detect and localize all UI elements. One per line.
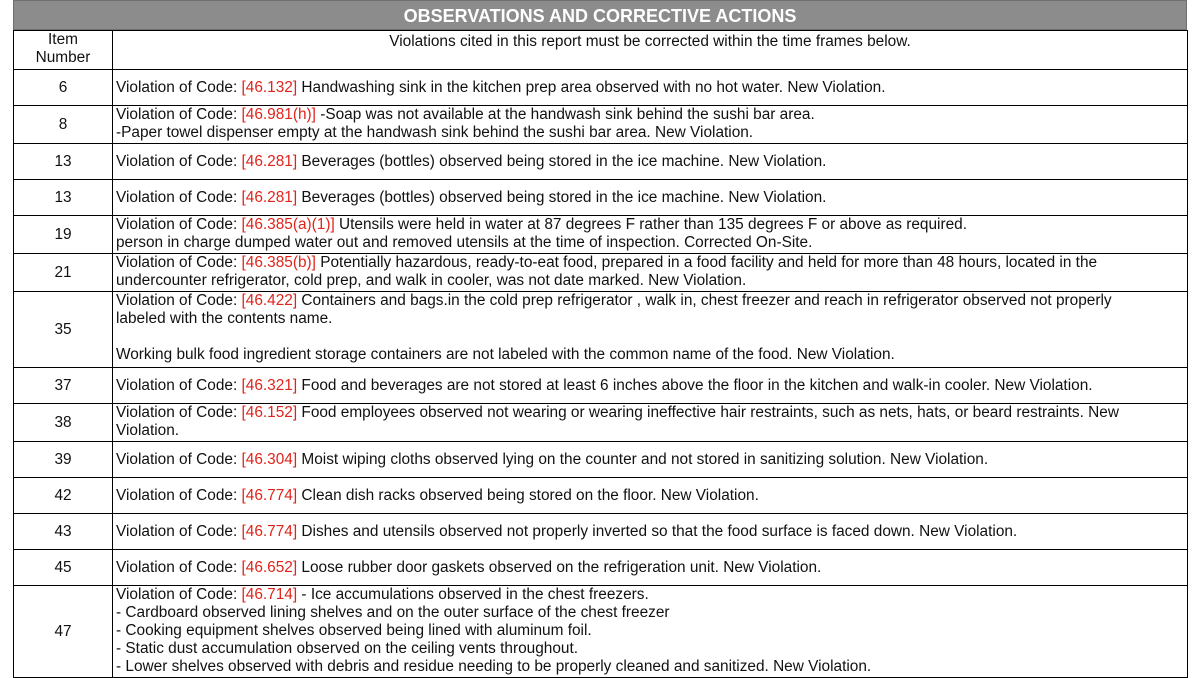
violation-first-line (116, 254, 1184, 272)
violation-text: - Ice accumulations observed in the chest freezers. (297, 586, 649, 603)
item-number: 21 (14, 254, 113, 292)
violation-description (113, 216, 1188, 254)
violation-first-line (116, 153, 1184, 171)
violation-description (113, 70, 1188, 106)
violation-extra-line: person in charge dumped water out and removed utensils at the time of inspection. Corrected On-Site. (116, 234, 813, 251)
violation-first-line (116, 189, 1184, 207)
violation-text: Beverages (bottles) observed being stored in the ice machine. New Violation. (297, 152, 827, 170)
violation-first-line (116, 377, 1184, 395)
code-reference: [46.304] (241, 450, 298, 468)
violation-row (14, 216, 1188, 254)
violation-prefix: Violation of Code: (116, 450, 242, 468)
violation-row (14, 106, 1188, 144)
violation-prefix: Violation of Code: (116, 188, 242, 206)
violation-text: Clean dish racks observed being stored on the floor. New Violation. (297, 486, 759, 504)
violation-first-line (116, 586, 1184, 604)
violation-row (14, 442, 1188, 478)
violations-table (13, 30, 1188, 678)
code-reference: [46.981(h)] (241, 106, 316, 123)
violation-first-line (116, 79, 1184, 97)
violation-text: Dishes and utensils observed not properly inverted so that the food surface is faced down. New Violation. (297, 522, 1018, 540)
violation-row (14, 404, 1188, 442)
item-number: 38 (14, 404, 113, 442)
code-reference: [46.652] (241, 558, 298, 576)
item-number: 43 (14, 514, 113, 550)
violation-text: Loose rubber door gaskets observed on the refrigeration unit. New Violation. (297, 558, 822, 576)
violation-extra-line: Violation. (116, 422, 180, 439)
violation-description (113, 106, 1188, 144)
code-reference: [46.152] (241, 404, 298, 421)
violation-text: Moist wiping cloths observed lying on the counter and not stored in sanitizing solution. New Violation. (297, 450, 989, 468)
violation-description (113, 478, 1188, 514)
violation-text: Utensils were held in water at 87 degrees F rather than 135 degrees F or above as required. (334, 216, 967, 233)
item-number-header (14, 31, 113, 70)
item-number: 42 (14, 478, 113, 514)
violation-extra-line: - Static dust accumulation observed on the ceiling vents throughout. (116, 640, 578, 657)
violation-description (113, 144, 1188, 180)
item-number: 47 (14, 586, 113, 678)
violation-prefix: Violation of Code: (116, 404, 242, 421)
code-reference: [46.281] (241, 152, 298, 170)
code-reference: [46.385(a)(1)] (241, 216, 335, 233)
item-number: 45 (14, 550, 113, 586)
violation-prefix: Violation of Code: (116, 586, 242, 603)
code-reference: [46.132] (241, 78, 298, 96)
violation-extra-line: - Cooking equipment shelves observed being lined with aluminum foil. (116, 622, 592, 639)
item-number: 13 (14, 144, 113, 180)
violation-first-line (116, 106, 1184, 124)
violation-text: Food employees observed not wearing or wearing ineffective hair restraints, such as nets, hats, or beard restraints. New (297, 404, 1119, 421)
violation-description (113, 586, 1188, 678)
violation-row (14, 586, 1188, 678)
violation-extra-line: - Cardboard observed lining shelves and on the outer surface of the chest freezer (116, 604, 670, 621)
violation-description (113, 292, 1188, 368)
code-reference: [46.714] (241, 586, 298, 603)
violation-description (113, 180, 1188, 216)
violation-description (113, 550, 1188, 586)
item-header-line-2: Number (35, 49, 91, 66)
violation-first-line (116, 487, 1184, 505)
code-reference: [46.774] (241, 486, 298, 504)
violation-first-line (116, 559, 1184, 577)
violation-description (113, 442, 1188, 478)
violation-row (14, 514, 1188, 550)
intro-text: Violations cited in this report must be corrected within the time frames below. (113, 31, 1188, 70)
violation-row (14, 180, 1188, 216)
violation-prefix: Violation of Code: (116, 486, 242, 504)
item-number: 37 (14, 368, 113, 404)
item-header-line-1: Item (48, 31, 78, 48)
violation-row (14, 254, 1188, 292)
violation-description (113, 254, 1188, 292)
section-banner: OBSERVATIONS AND CORRECTIVE ACTIONS (13, 0, 1187, 30)
item-number: 35 (14, 292, 113, 368)
item-number: 6 (14, 70, 113, 106)
violation-prefix: Violation of Code: (116, 292, 242, 309)
violation-first-line (116, 216, 1184, 234)
violation-row (14, 478, 1188, 514)
violation-row (14, 550, 1188, 586)
corrective-actions-report (13, 0, 1187, 678)
violation-prefix: Violation of Code: (116, 254, 242, 271)
violation-row (14, 144, 1188, 180)
table-header-row (14, 31, 1188, 70)
violation-extra-line: - Lower shelves observed with debris and residue needing to be properly cleaned and sanitized. New Violation. (116, 658, 872, 675)
violation-prefix: Violation of Code: (116, 152, 242, 170)
violation-extra-line: -Paper towel dispenser empty at the handwash sink behind the sushi bar area. New Violation. (116, 124, 754, 141)
violation-row (14, 292, 1188, 368)
code-reference: [46.774] (241, 522, 298, 540)
violation-first-line (116, 292, 1184, 310)
code-reference: [46.281] (241, 188, 298, 206)
violation-description (113, 404, 1188, 442)
violation-prefix: Violation of Code: (116, 78, 242, 96)
violation-row (14, 70, 1188, 106)
violation-text: Handwashing sink in the kitchen prep area observed with no hot water. New Violation. (297, 78, 886, 96)
blank-line (116, 328, 1184, 346)
violation-prefix: Violation of Code: (116, 216, 242, 233)
violation-extra-line: labeled with the contents name. (116, 310, 333, 327)
violation-text: Potentially hazardous, ready-to-eat food, prepared in a food facility and held for more than 48 hours, located in the (315, 254, 1098, 271)
violation-first-line (116, 523, 1184, 541)
item-number: 8 (14, 106, 113, 144)
violation-row (14, 368, 1188, 404)
violation-description (113, 514, 1188, 550)
code-reference: [46.422] (241, 292, 298, 309)
code-reference: [46.385(b)] (241, 254, 316, 271)
violation-prefix: Violation of Code: (116, 522, 242, 540)
violation-extra-line: undercounter refrigerator, cold prep, and walk in cooler, was not date marked. New Violation. (116, 272, 747, 289)
violation-first-line (116, 451, 1184, 469)
code-reference: [46.321] (241, 376, 298, 394)
item-number: 19 (14, 216, 113, 254)
violation-text: Containers and bags.in the cold prep refrigerator , walk in, chest freezer and reach in refrigerator observed not properly (297, 292, 1112, 309)
violation-text: Food and beverages are not stored at least 6 inches above the floor in the kitchen and walk-in cooler. New Violation. (297, 376, 1093, 394)
violation-prefix: Violation of Code: (116, 376, 242, 394)
item-number: 39 (14, 442, 113, 478)
violation-text: -Soap was not available at the handwash sink behind the sushi bar area. (315, 106, 815, 123)
violation-prefix: Violation of Code: (116, 558, 242, 576)
violation-extra-line: Working bulk food ingredient storage containers are not labeled with the common name of the food. New Violation. (116, 346, 895, 363)
item-number: 13 (14, 180, 113, 216)
violation-text: Beverages (bottles) observed being stored in the ice machine. New Violation. (297, 188, 827, 206)
violation-first-line (116, 404, 1184, 422)
violation-description (113, 368, 1188, 404)
violation-prefix: Violation of Code: (116, 106, 242, 123)
